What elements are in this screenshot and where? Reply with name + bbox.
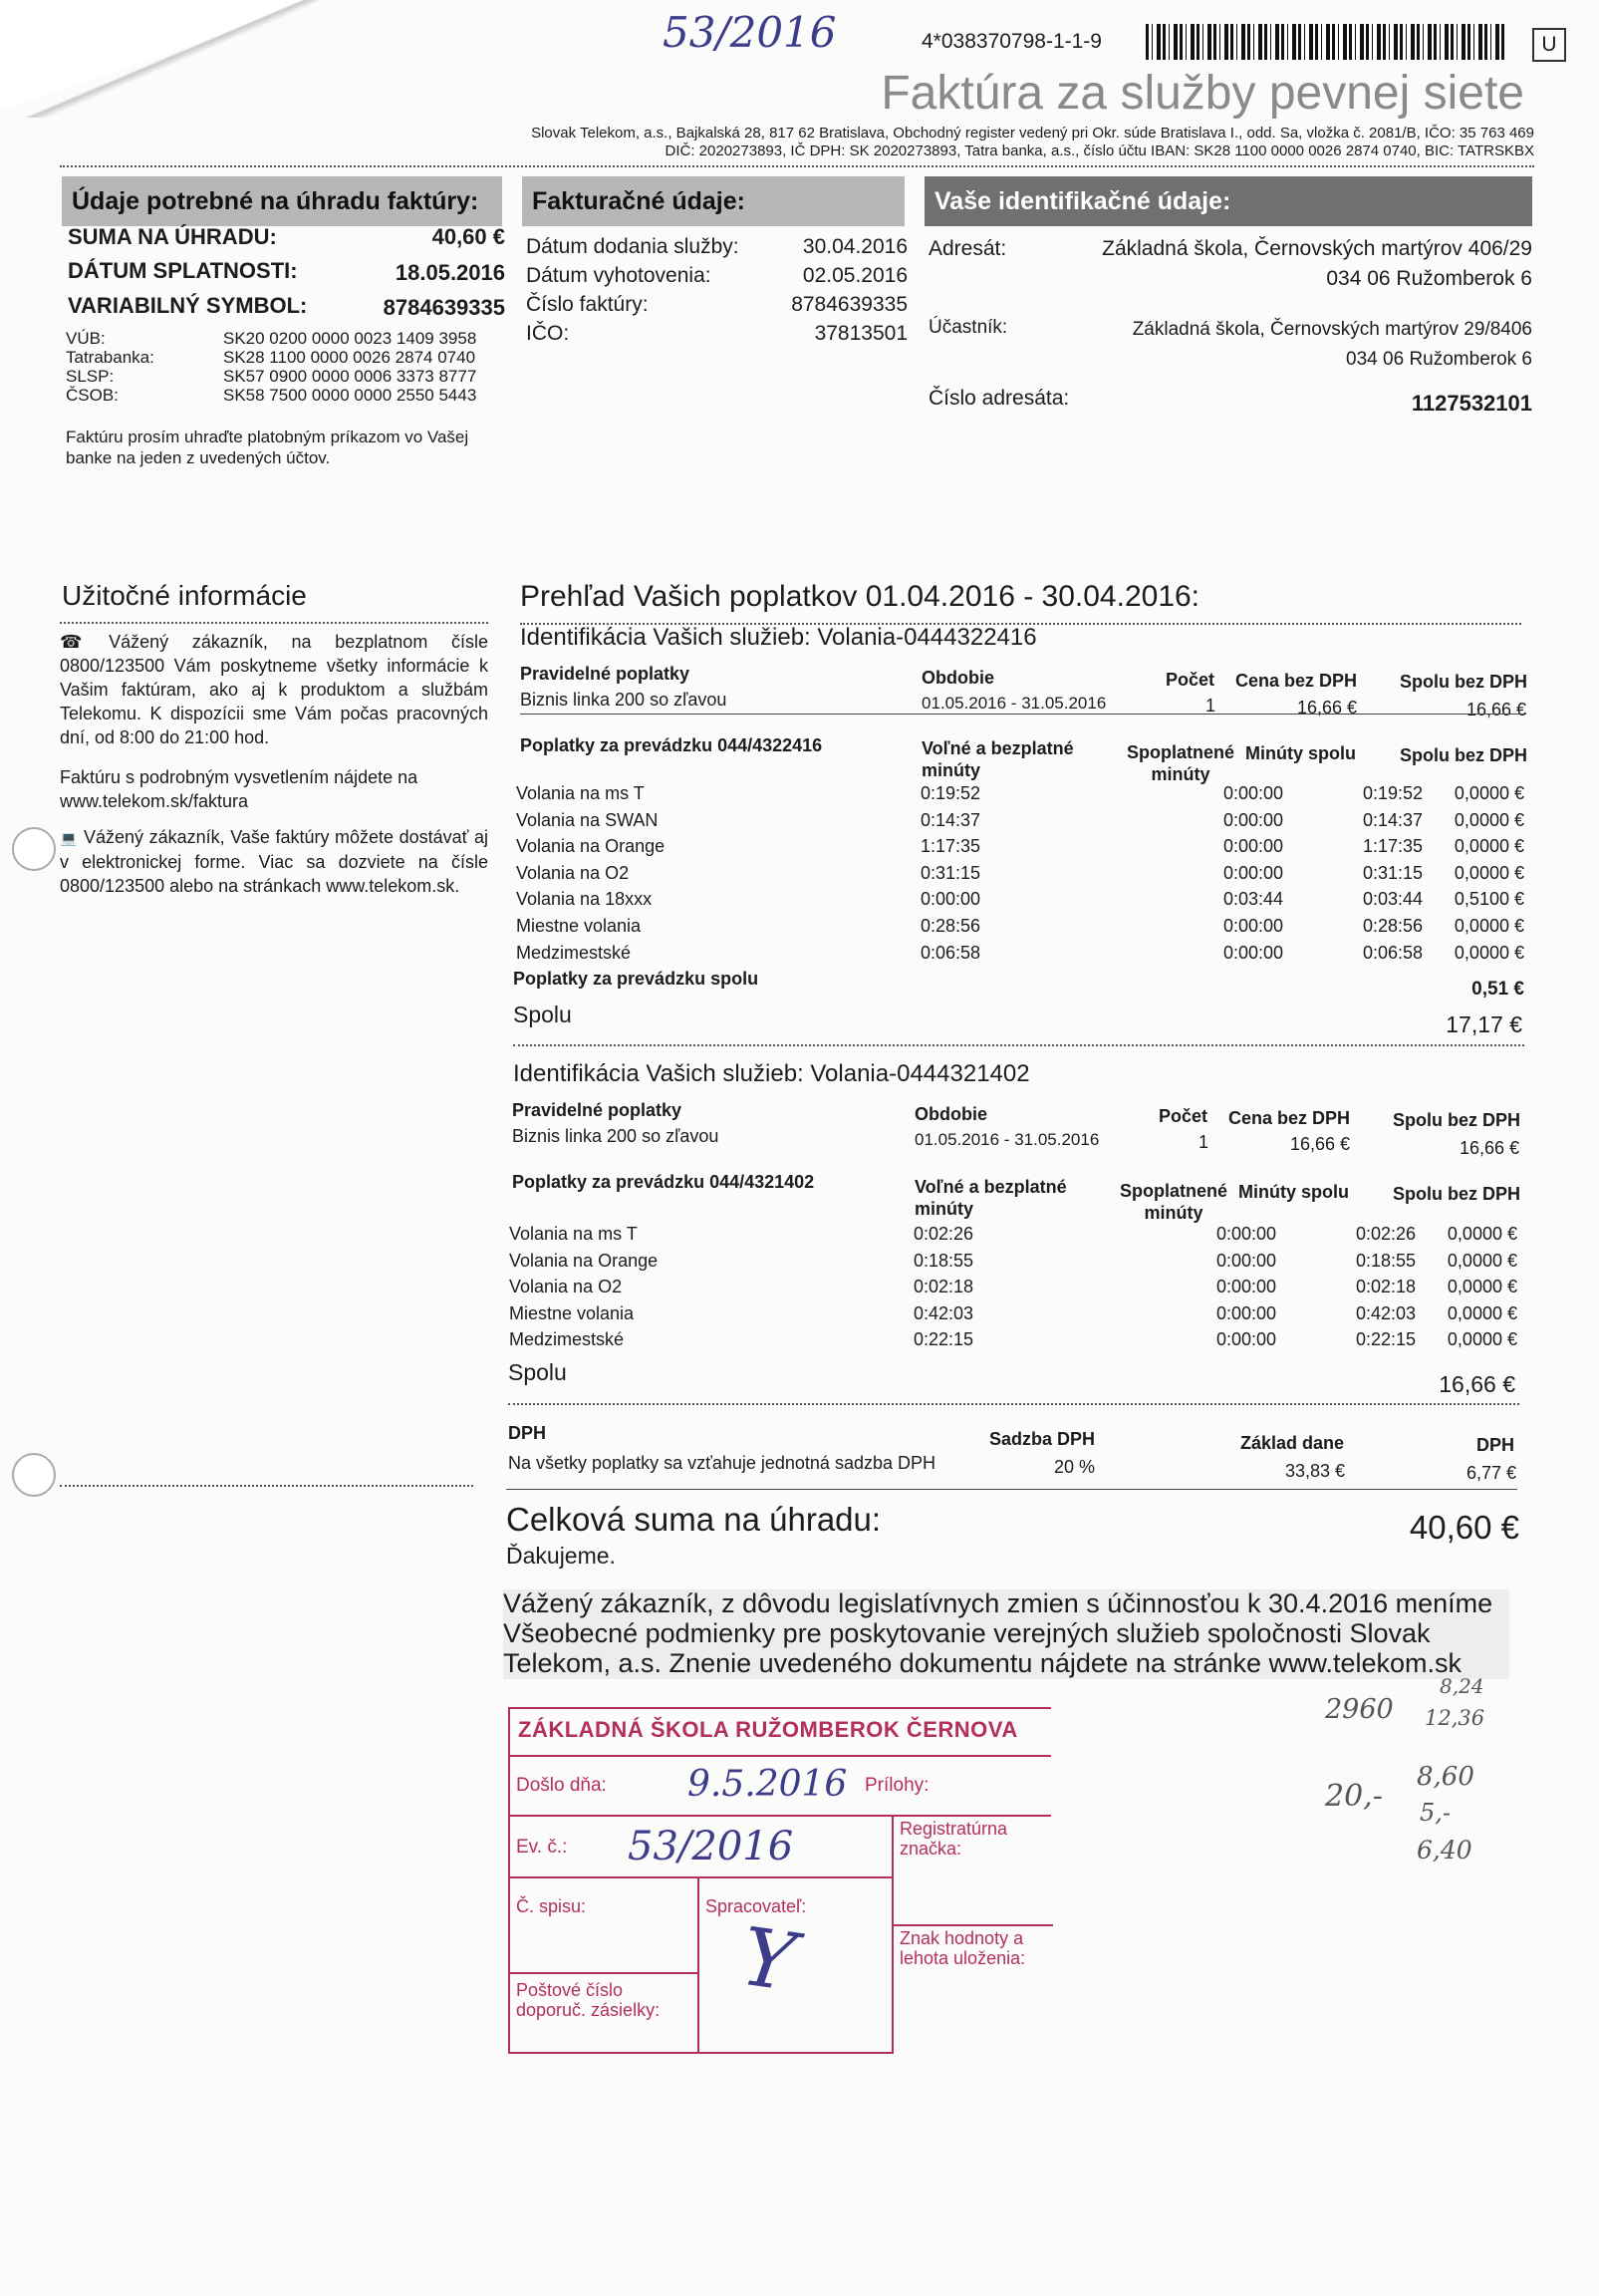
addressee-number: 1127532101	[1411, 391, 1532, 416]
call-name: Volania na ms T	[509, 1224, 638, 1244]
stamp-file-label: Č. spisu:	[516, 1896, 587, 1916]
col-count: Počet	[1159, 1106, 1208, 1126]
call-sum: 0,0000 €	[1447, 1250, 1517, 1271]
vat-rate-value: 20 %	[1054, 1457, 1096, 1477]
addressee-label: Adresát:	[929, 237, 1007, 260]
info-para-2: Faktúru s podrobným vysvetlením nájdete na www.telekom.sk/faktura	[60, 767, 418, 811]
call-minutes-total: 0:02:18	[1355, 1277, 1416, 1297]
call-minutes-total: 0:31:15	[1362, 862, 1423, 883]
col-minutes-total: Minúty spolu	[1238, 1182, 1349, 1202]
due-label: DÁTUM SPLATNOSTI:	[68, 258, 298, 283]
grand-total-label: Celková suma na úhradu:	[506, 1501, 882, 1538]
vat-base-label: Základ dane	[1240, 1433, 1345, 1453]
plan-name: Biznis linka 200 so zľavou	[520, 690, 727, 710]
call-row	[516, 836, 1527, 863]
call-free-minutes: 0:42:03	[914, 1302, 974, 1323]
service-total-label: Spolu	[508, 1359, 567, 1385]
divider	[60, 622, 488, 624]
call-sum: 0,0000 €	[1454, 809, 1524, 830]
info-para-3: 💻 Vážený zákazník, Vaše faktúry môžete dostávať aj v elektronickej forme. Viac sa dozviete na čísle 0800/123500 alebo na stránkach www.telekom.sk.	[60, 827, 488, 896]
handwritten-date: 9.5.2016	[687, 1764, 848, 1805]
call-minutes-total: 1:17:35	[1362, 836, 1423, 857]
call-list-1	[516, 783, 1527, 969]
call-row	[509, 1277, 1520, 1303]
call-free-minutes: 1:17:35	[921, 836, 981, 857]
divider	[520, 714, 1526, 715]
call-row	[516, 863, 1527, 890]
call-name: Volania na O2	[516, 862, 630, 883]
call-paid-minutes: 0:00:00	[1222, 783, 1283, 803]
participant-line-2: 034 06 Ružomberok 6	[1346, 349, 1532, 370]
traffic-total-label: Poplatky za prevádzku spolu	[513, 969, 759, 989]
call-paid-minutes: 0:00:00	[1222, 915, 1283, 936]
participant-line-1: Základná škola, Černovských martýrov 29/8406	[1132, 319, 1532, 340]
call-row	[509, 1303, 1520, 1330]
ident-heading: Vaše identifikačné údaje:	[925, 176, 1532, 226]
sum-value: 40,60 €	[431, 224, 505, 249]
traffic-label: Poplatky za prevádzku 044/4322416	[520, 735, 823, 755]
info-heading: Užitočné informácie	[62, 580, 307, 611]
col-paid-minutes: Spoplatnené minúty	[1119, 1181, 1227, 1223]
call-minutes-total: 0:14:37	[1362, 809, 1423, 830]
call-list-2	[509, 1224, 1520, 1356]
call-free-minutes: 0:02:26	[914, 1224, 974, 1244]
call-row	[516, 916, 1527, 943]
plan-name: Biznis linka 200 so zľavou	[512, 1126, 719, 1146]
divider	[508, 1403, 1519, 1405]
call-row	[516, 783, 1527, 810]
call-sum: 0,0000 €	[1454, 942, 1524, 963]
overview-title: Prehľad Vašich poplatkov 01.04.2016 - 30.04.2016:	[520, 580, 1200, 613]
service-total: 16,66 €	[1439, 1371, 1515, 1397]
sum-label: SUMA NA ÚHRADU:	[68, 224, 277, 249]
call-paid-minutes: 0:00:00	[1222, 809, 1283, 830]
call-row	[516, 943, 1527, 970]
invoice-row: IČO: 37813501	[526, 322, 908, 345]
col-free-minutes: Voľné a bezplatné minúty	[922, 738, 1074, 780]
handwritten-signature: Y	[735, 1909, 802, 2010]
invoice-row: Dátum vyhotovenia: 02.05.2016	[526, 264, 908, 287]
col-sum: Spolu bez DPH	[1400, 745, 1528, 765]
col-total: Spolu bez DPH	[1393, 1110, 1521, 1130]
bank-accounts	[66, 329, 476, 405]
call-sum: 0,5100 €	[1454, 889, 1524, 910]
invoice-row: Číslo faktúry: 8784639335	[526, 293, 908, 316]
call-minutes-total: 0:42:03	[1355, 1302, 1416, 1323]
call-name: Volania na SWAN	[516, 809, 659, 830]
divider	[60, 1485, 473, 1487]
call-paid-minutes: 0:00:00	[1222, 942, 1283, 963]
call-paid-minutes: 0:00:00	[1215, 1329, 1276, 1350]
stamp-ev-label: Ev. č.:	[516, 1837, 568, 1858]
col-price: Cena bez DPH	[1235, 671, 1358, 691]
plan-total: 16,66 €	[1466, 700, 1526, 719]
company-line-2: DIČ: 2020273893, IČ DPH: SK 2020273893, Tatra banka, a.s., číslo účtu IBAN: SK28 1100 0000 0026 2874 0740, BIC: TATRSKBX	[665, 143, 1534, 159]
margin-note: 20,-	[1325, 1779, 1383, 1814]
call-name: Volania na 18xxx	[516, 889, 653, 910]
stamp-attachments-label: Prílohy:	[865, 1775, 930, 1796]
addressee-line-2: 034 06 Ružomberok 6	[1326, 267, 1532, 290]
call-free-minutes: 0:22:15	[914, 1329, 974, 1350]
vat-amount-value: 6,77 €	[1466, 1463, 1516, 1483]
call-row	[509, 1329, 1520, 1356]
call-free-minutes: 0:18:55	[914, 1250, 974, 1271]
call-free-minutes: 0:06:58	[921, 942, 981, 963]
divider	[506, 1489, 1517, 1490]
call-free-minutes: 0:19:52	[921, 783, 981, 803]
stamp-processor-label: Spracovateľ:	[705, 1896, 807, 1916]
call-name: Volania na ms T	[516, 783, 645, 803]
invoice-heading: Fakturačné údaje:	[522, 176, 905, 226]
margin-note: 12,36	[1425, 1706, 1485, 1730]
call-sum: 0,0000 €	[1447, 1329, 1517, 1350]
call-minutes-total: 0:19:52	[1362, 783, 1423, 803]
regular-fees-label: Pravidelné poplatky	[512, 1100, 682, 1120]
col-count: Počet	[1166, 670, 1215, 690]
call-name: Volania na Orange	[516, 836, 666, 857]
margin-note: 2960	[1325, 1694, 1394, 1725]
stamp-reg-label: Registratúrna značka:	[900, 1819, 1008, 1859]
divider	[60, 165, 1534, 167]
payment-heading: Údaje potrebné na úhradu faktúry:	[62, 176, 502, 226]
plan-period: 01.05.2016 - 31.05.2016	[915, 1130, 1100, 1149]
vat-amount-label: DPH	[1476, 1435, 1515, 1455]
info-para-1: ☎ Vážený zákazník, na bezplatnom čísle 0800/123500 Vám poskytneme všetky informácie k Vašim faktúram, ako aj k produktom a službám Telekomu. K dispozícii sme Vám počas pracovných dní, od 8:00 do 21:00 hod.	[60, 632, 489, 747]
account-row: SLSP: SK57 0900 0000 0006 3373 8777	[66, 367, 477, 386]
call-minutes-total: 0:18:55	[1355, 1250, 1416, 1271]
account-row: VÚB: SK20 0200 0000 0023 1409 3958	[66, 329, 477, 348]
addressee-line-1: Základná škola, Černovských martýrov 406/29	[1102, 237, 1532, 260]
call-sum: 0,0000 €	[1454, 836, 1524, 857]
plan-price: 16,66 €	[1289, 1134, 1350, 1154]
call-paid-minutes: 0:00:00	[1215, 1224, 1276, 1244]
payment-note: Faktúru prosím uhraďte platobným príkazom vo Vašej banke na jeden z uvedených účtov.	[66, 428, 469, 467]
call-name: Medzimestské	[509, 1329, 625, 1350]
col-period: Obdobie	[915, 1104, 987, 1124]
call-paid-minutes: 0:00:00	[1215, 1277, 1276, 1297]
vs-value: 8784639335	[383, 295, 505, 320]
call-name: Medzimestské	[516, 942, 632, 963]
computer-icon: 💻	[60, 830, 78, 846]
traffic-label: Poplatky za prevádzku 044/4321402	[512, 1172, 815, 1192]
invoice-row: Dátum dodania služby: 30.04.2016	[526, 235, 908, 258]
corner-shadow	[0, 0, 349, 118]
call-sum: 0,0000 €	[1454, 915, 1524, 936]
plan-period: 01.05.2016 - 31.05.2016	[922, 694, 1107, 713]
call-sum: 0,0000 €	[1454, 783, 1524, 803]
margin-note: 6,40	[1417, 1836, 1472, 1865]
call-sum: 0,0000 €	[1447, 1224, 1517, 1244]
grand-total-value: 40,60 €	[1409, 1509, 1519, 1546]
traffic-total: 0,51 €	[1471, 979, 1524, 1000]
call-name: Miestne volania	[509, 1302, 635, 1323]
invoice-title: Faktúra za služby pevnej siete	[881, 67, 1524, 120]
addressee-number-label: Číslo adresáta:	[929, 387, 1070, 410]
call-minutes-total: 0:02:26	[1355, 1224, 1416, 1244]
call-free-minutes: 0:02:18	[914, 1277, 974, 1297]
vat-heading: DPH	[508, 1423, 547, 1443]
corner-box: U	[1532, 28, 1566, 62]
stamp-received-label: Došlo dňa:	[516, 1775, 607, 1796]
phone-icon: ☎	[60, 632, 102, 652]
punch-hole	[12, 827, 56, 871]
col-period: Obdobie	[922, 668, 994, 688]
stamp-postal-label: Poštové číslo doporuč. zásielky:	[516, 1980, 661, 2020]
call-paid-minutes: 0:03:44	[1222, 889, 1283, 910]
call-name: Miestne volania	[516, 915, 642, 936]
handwritten-ev-number: 53/2016	[628, 1824, 794, 1869]
col-free-minutes: Voľné a bezplatné minúty	[915, 1177, 1067, 1219]
call-row	[509, 1224, 1520, 1251]
call-sum: 0,0000 €	[1447, 1277, 1517, 1297]
due-value: 18.05.2016	[395, 260, 505, 285]
call-minutes-total: 0:06:58	[1362, 942, 1423, 963]
invoice-rows	[526, 232, 908, 348]
vs-label: VARIABILNÝ SYMBOL:	[68, 293, 308, 318]
call-paid-minutes: 0:00:00	[1222, 862, 1283, 883]
call-paid-minutes: 0:00:00	[1215, 1250, 1276, 1271]
vat-note: Na všetky poplatky sa vzťahuje jednotná sadzba DPH	[508, 1453, 935, 1473]
call-paid-minutes: 0:00:00	[1215, 1302, 1276, 1323]
call-name: Volania na O2	[509, 1277, 623, 1297]
call-free-minutes: 0:00:00	[921, 889, 981, 910]
participant-label: Účastník:	[929, 317, 1008, 338]
margin-note: 8,24	[1440, 1674, 1484, 1698]
handwritten-number: 53/2016	[663, 8, 837, 57]
call-free-minutes: 0:31:15	[921, 862, 981, 883]
barcode-text: 4*038370798-1-1-9	[922, 30, 1102, 53]
call-sum: 0,0000 €	[1447, 1302, 1517, 1323]
legislation-notice: Vážený zákazník, z dôvodu legislatívnych zmien s účinnosťou k 30.4.2016 meníme Všeobecné podmienky pre poskytovanie verejných služieb spoločnosti Slovak Telekom, a.s. Znenie uvedeného dokumentu nájdete na stránke www.telekom.sk	[503, 1588, 1493, 1678]
call-paid-minutes: 0:00:00	[1222, 836, 1283, 857]
col-minutes-total: Minúty spolu	[1245, 743, 1356, 763]
barcode	[1146, 24, 1504, 60]
vat-base-value: 33,83 €	[1284, 1461, 1345, 1481]
vat-rate-label: Sadzba DPH	[989, 1429, 1096, 1449]
call-free-minutes: 0:28:56	[921, 915, 981, 936]
plan-count: 1	[1204, 696, 1215, 716]
thanks-text: Ďakujeme.	[506, 1543, 616, 1569]
plan-price: 16,66 €	[1296, 698, 1357, 718]
call-minutes-total: 0:28:56	[1362, 915, 1423, 936]
call-row	[509, 1251, 1520, 1278]
divider	[513, 1044, 1524, 1046]
col-price: Cena bez DPH	[1228, 1108, 1351, 1128]
call-minutes-total: 0:03:44	[1362, 889, 1423, 910]
margin-note: 8,60	[1417, 1762, 1474, 1792]
service-ident: Identifikácia Vašich služieb: Volania-0444321402	[513, 1060, 1030, 1087]
col-paid-minutes: Spoplatnené minúty	[1126, 742, 1234, 784]
stamp-value-label: Znak hodnoty a lehota uloženia:	[900, 1928, 1026, 1968]
call-row	[516, 889, 1527, 916]
punch-hole	[12, 1453, 56, 1497]
service-ident: Identifikácia Vašich služieb: Volania-0444322416	[520, 624, 1037, 651]
account-row: Tatrabanka: SK28 1100 0000 0026 2874 0740	[66, 348, 476, 367]
company-line-1: Slovak Telekom, a.s., Bajkalská 28, 817 62 Bratislava, Obchodný register vedený pri Okr. súde Bratislava I., odd. Sa, vložka č. 2081/B, IČO: 35 763 469	[531, 125, 1534, 142]
service-total: 17,17 €	[1446, 1011, 1522, 1037]
col-sum: Spolu bez DPH	[1393, 1184, 1521, 1204]
regular-fees-label: Pravidelné poplatky	[520, 664, 690, 684]
plan-count: 1	[1198, 1132, 1208, 1152]
call-name: Volania na Orange	[509, 1250, 659, 1271]
call-row	[516, 810, 1527, 837]
plan-total: 16,66 €	[1459, 1138, 1519, 1158]
call-free-minutes: 0:14:37	[921, 809, 981, 830]
call-sum: 0,0000 €	[1454, 862, 1524, 883]
call-minutes-total: 0:22:15	[1355, 1329, 1416, 1350]
col-total: Spolu bez DPH	[1400, 672, 1528, 692]
account-row: ČSOB: SK58 7500 0000 0000 2550 5443	[66, 386, 477, 405]
service-total-label: Spolu	[513, 1002, 572, 1027]
stamp-title: ZÁKLADNÁ ŠKOLA RUŽOMBEROK ČERNOVA	[518, 1717, 1018, 1742]
margin-note: 5,-	[1420, 1799, 1452, 1827]
